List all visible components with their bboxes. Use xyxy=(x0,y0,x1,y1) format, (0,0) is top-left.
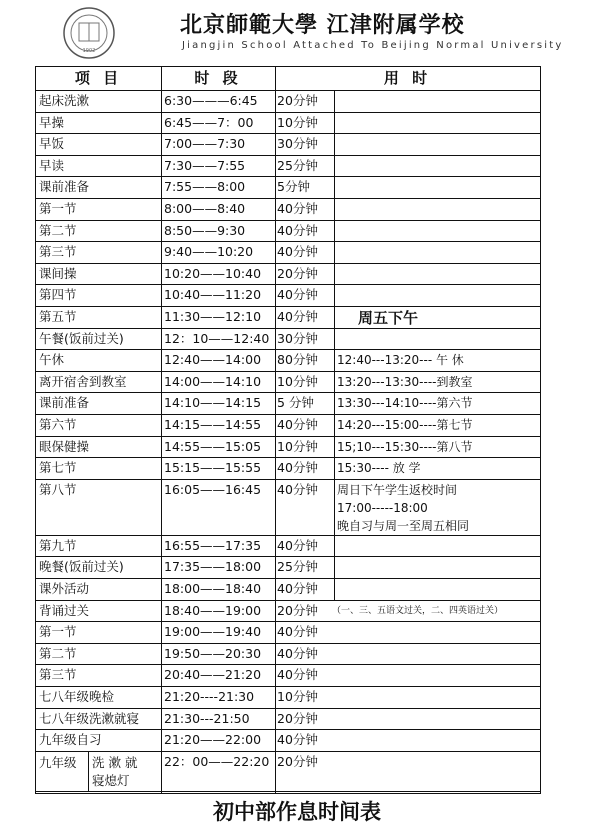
row-time-range: 19:50——20:30 xyxy=(164,645,262,661)
letterhead xyxy=(0,0,594,60)
row-duration: 80分钟 xyxy=(277,352,318,368)
row-duration: 25分钟 xyxy=(277,157,318,173)
row-item-label: 第九节 xyxy=(39,537,77,553)
row-duration: 40分钟 xyxy=(277,244,318,260)
row-duration: 30分钟 xyxy=(277,330,318,346)
school-name-chinese: 北京師範大學 江津附属学校 xyxy=(180,12,465,38)
row-duration: 40分钟 xyxy=(277,581,318,596)
row-item-label: 第二节 xyxy=(39,222,77,238)
note-divider xyxy=(334,578,540,579)
row-item-label: 第六节 xyxy=(39,417,77,432)
row-time-range: 16:05——16:45 xyxy=(164,481,262,497)
row-duration: 20分钟 xyxy=(277,710,318,726)
row-duration: 40分钟 xyxy=(277,222,318,238)
row-duration: 40分钟 xyxy=(277,287,318,303)
note-divider xyxy=(334,556,540,557)
row-time-range: 19:00——19:40 xyxy=(164,624,262,640)
row-item-label: 晚餐(饭前过关) xyxy=(39,559,124,575)
row-duration: 40分钟 xyxy=(277,460,318,476)
note-divider xyxy=(334,328,540,329)
note-divider xyxy=(334,241,540,242)
friday-note: 13:20---13:30----到教室 xyxy=(337,374,473,389)
row-time-range: 12:40——14:00 xyxy=(164,352,262,368)
row-time-range: 8:00——8:40 xyxy=(164,201,246,216)
row-time-range: 21:30---21:50 xyxy=(164,710,250,726)
page-title: 初中部作息时间表 xyxy=(213,800,381,824)
row-item-label: 九年级自习 xyxy=(39,732,102,748)
row-item-label: 第三节 xyxy=(39,667,77,683)
note-divider xyxy=(334,198,540,199)
row-time-range: 9:40——10:20 xyxy=(164,244,254,260)
row-time-range: 21:20----21:30 xyxy=(164,689,255,704)
row-duration: 5分钟 xyxy=(277,179,310,195)
note-divider xyxy=(334,112,540,113)
row-time-range: 6:45——7：00 xyxy=(164,114,254,130)
friday-note: 15:30---- 放 学 xyxy=(337,461,421,476)
row-duration: 40分钟 xyxy=(277,309,318,324)
row-duration: 40分钟 xyxy=(277,667,318,683)
row-item-label: 离开宿舍到教室 xyxy=(39,373,127,389)
row-item-label: 第三节 xyxy=(39,244,77,260)
row-time-range: 10:40——11:20 xyxy=(164,287,262,303)
row-duration: 5 分钟 xyxy=(277,395,314,411)
row-duration: 10分钟 xyxy=(277,373,318,389)
row-item-label: 午休 xyxy=(39,352,65,368)
row-item-label: 课前准备 xyxy=(39,179,90,195)
row-duration: 20分钟 xyxy=(277,93,318,108)
row-duration: 40分钟 xyxy=(277,537,318,553)
row-item-label: 第八节 xyxy=(39,481,77,497)
row-time-range: 14:10——14:15 xyxy=(164,395,262,411)
row-time-range: 7:00——7:30 xyxy=(164,136,246,152)
row-item-label: 早饭 xyxy=(39,136,65,152)
recite-note: （一、三、五语文过关，二、四英语过关） xyxy=(332,605,504,616)
row-time-range: 11:30——12:10 xyxy=(164,309,262,324)
row-item-label: 第四节 xyxy=(39,287,77,303)
note-divider xyxy=(334,133,540,134)
row-time-range: 18:40——19:00 xyxy=(164,602,262,618)
header-time: 时 段 xyxy=(194,69,242,87)
row-time-range: 20:40——21:20 xyxy=(164,667,262,683)
row-time-range: 22：00——22:20 xyxy=(164,753,270,769)
row-time-range: 10:20——10:40 xyxy=(164,265,262,281)
row-time-range: 14:15——14:55 xyxy=(164,417,262,432)
row-item-label: 第二节 xyxy=(39,645,77,661)
note-divider xyxy=(334,220,540,221)
row-duration: 20分钟 xyxy=(277,265,318,281)
friday-note: 15;10---15:30----第八节 xyxy=(337,439,473,454)
row-duration: 40分钟 xyxy=(277,624,318,640)
cell-divider xyxy=(88,751,89,791)
row-divider xyxy=(36,791,540,792)
note-divider xyxy=(334,284,540,285)
row-item-label: 课外活动 xyxy=(39,581,90,596)
row-time-range: 6:30———6:45 xyxy=(164,93,258,108)
row-time-range: 16:55——17:35 xyxy=(164,537,262,553)
column-divider xyxy=(275,67,276,793)
column-divider xyxy=(161,67,162,793)
row-item-label: 午餐(饭前过关) xyxy=(39,330,124,346)
row-duration: 40分钟 xyxy=(277,645,318,661)
row-item-label: 起床洗漱 xyxy=(39,93,90,108)
school-name-english: Jiangjin School Attached To Beijing Normal University xyxy=(182,40,564,51)
row-duration: 40分钟 xyxy=(277,201,318,216)
row-item-label: 第五节 xyxy=(39,309,77,324)
row-item-label: 背诵过关 xyxy=(39,602,90,618)
row-time-range: 15:15——15:55 xyxy=(164,460,262,476)
note-divider xyxy=(334,263,540,264)
sunday-note: 晚自习与周一至周五相同 xyxy=(337,518,470,533)
row-time-range: 14:00——14:10 xyxy=(164,373,262,389)
row-duration: 40分钟 xyxy=(277,481,318,497)
svg-text:1902: 1902 xyxy=(82,48,96,54)
row-duration: 40分钟 xyxy=(277,417,318,432)
schedule-table xyxy=(35,66,541,794)
row-item-sub2: 寝熄灯 xyxy=(92,772,130,788)
row-item-sub1: 洗 漱 就 xyxy=(92,754,138,770)
row-duration: 20分钟 xyxy=(277,602,318,618)
row-duration: 30分钟 xyxy=(277,136,318,152)
friday-afternoon-title: 周五下午 xyxy=(358,309,419,327)
row-time-range: 7:30——7:55 xyxy=(164,157,246,173)
friday-note: 13:30---14:10----第六节 xyxy=(337,396,473,411)
school-seal-logo xyxy=(62,6,116,60)
row-item-label: 第一节 xyxy=(39,624,77,640)
row-item-label: 眼保健操 xyxy=(39,438,90,454)
row-item-label: 七八年级晚检 xyxy=(39,689,115,704)
sunday-note: 17:00-----18:00 xyxy=(337,500,428,515)
row-time-range: 8:50——9:30 xyxy=(164,222,246,238)
row-duration: 10分钟 xyxy=(277,114,318,130)
header-item: 项 目 xyxy=(74,69,123,87)
row-duration: 10分钟 xyxy=(277,689,318,704)
row-duration: 25分钟 xyxy=(277,559,318,575)
friday-note: 12:40---13:20--- 午 休 xyxy=(337,353,464,368)
row-duration: 40分钟 xyxy=(277,732,318,748)
row-item-label: 九年级 xyxy=(39,754,77,770)
row-item-label: 七八年级洗漱就寝 xyxy=(39,710,140,726)
row-time-range: 18:00——18:40 xyxy=(164,581,262,596)
row-time-range: 7:55——8:00 xyxy=(164,179,246,195)
row-duration: 10分钟 xyxy=(277,438,318,454)
row-item-label: 早读 xyxy=(39,157,65,173)
row-duration: 20分钟 xyxy=(277,753,318,769)
row-item-label: 早操 xyxy=(39,114,65,130)
row-time-range: 21:20——22:00 xyxy=(164,732,262,748)
note-divider xyxy=(334,176,540,177)
row-time-range: 12：10——12:40 xyxy=(164,330,270,346)
note-divider xyxy=(334,306,540,307)
row-time-range: 14:55——15:05 xyxy=(164,438,262,454)
friday-note: 14:20---15:00----第七节 xyxy=(337,418,473,432)
sunday-note: 周日下午学生返校时间 xyxy=(337,482,458,497)
note-divider xyxy=(334,155,540,156)
row-item-label: 课间操 xyxy=(39,265,77,281)
row-time-range: 17:35——18:00 xyxy=(164,559,262,575)
row-item-label: 课前准备 xyxy=(39,395,90,411)
column-divider xyxy=(334,90,335,600)
header-duration: 用 时 xyxy=(383,69,432,87)
row-item-label: 第一节 xyxy=(39,201,77,216)
note-divider xyxy=(334,90,540,91)
row-item-label: 第七节 xyxy=(39,460,77,476)
